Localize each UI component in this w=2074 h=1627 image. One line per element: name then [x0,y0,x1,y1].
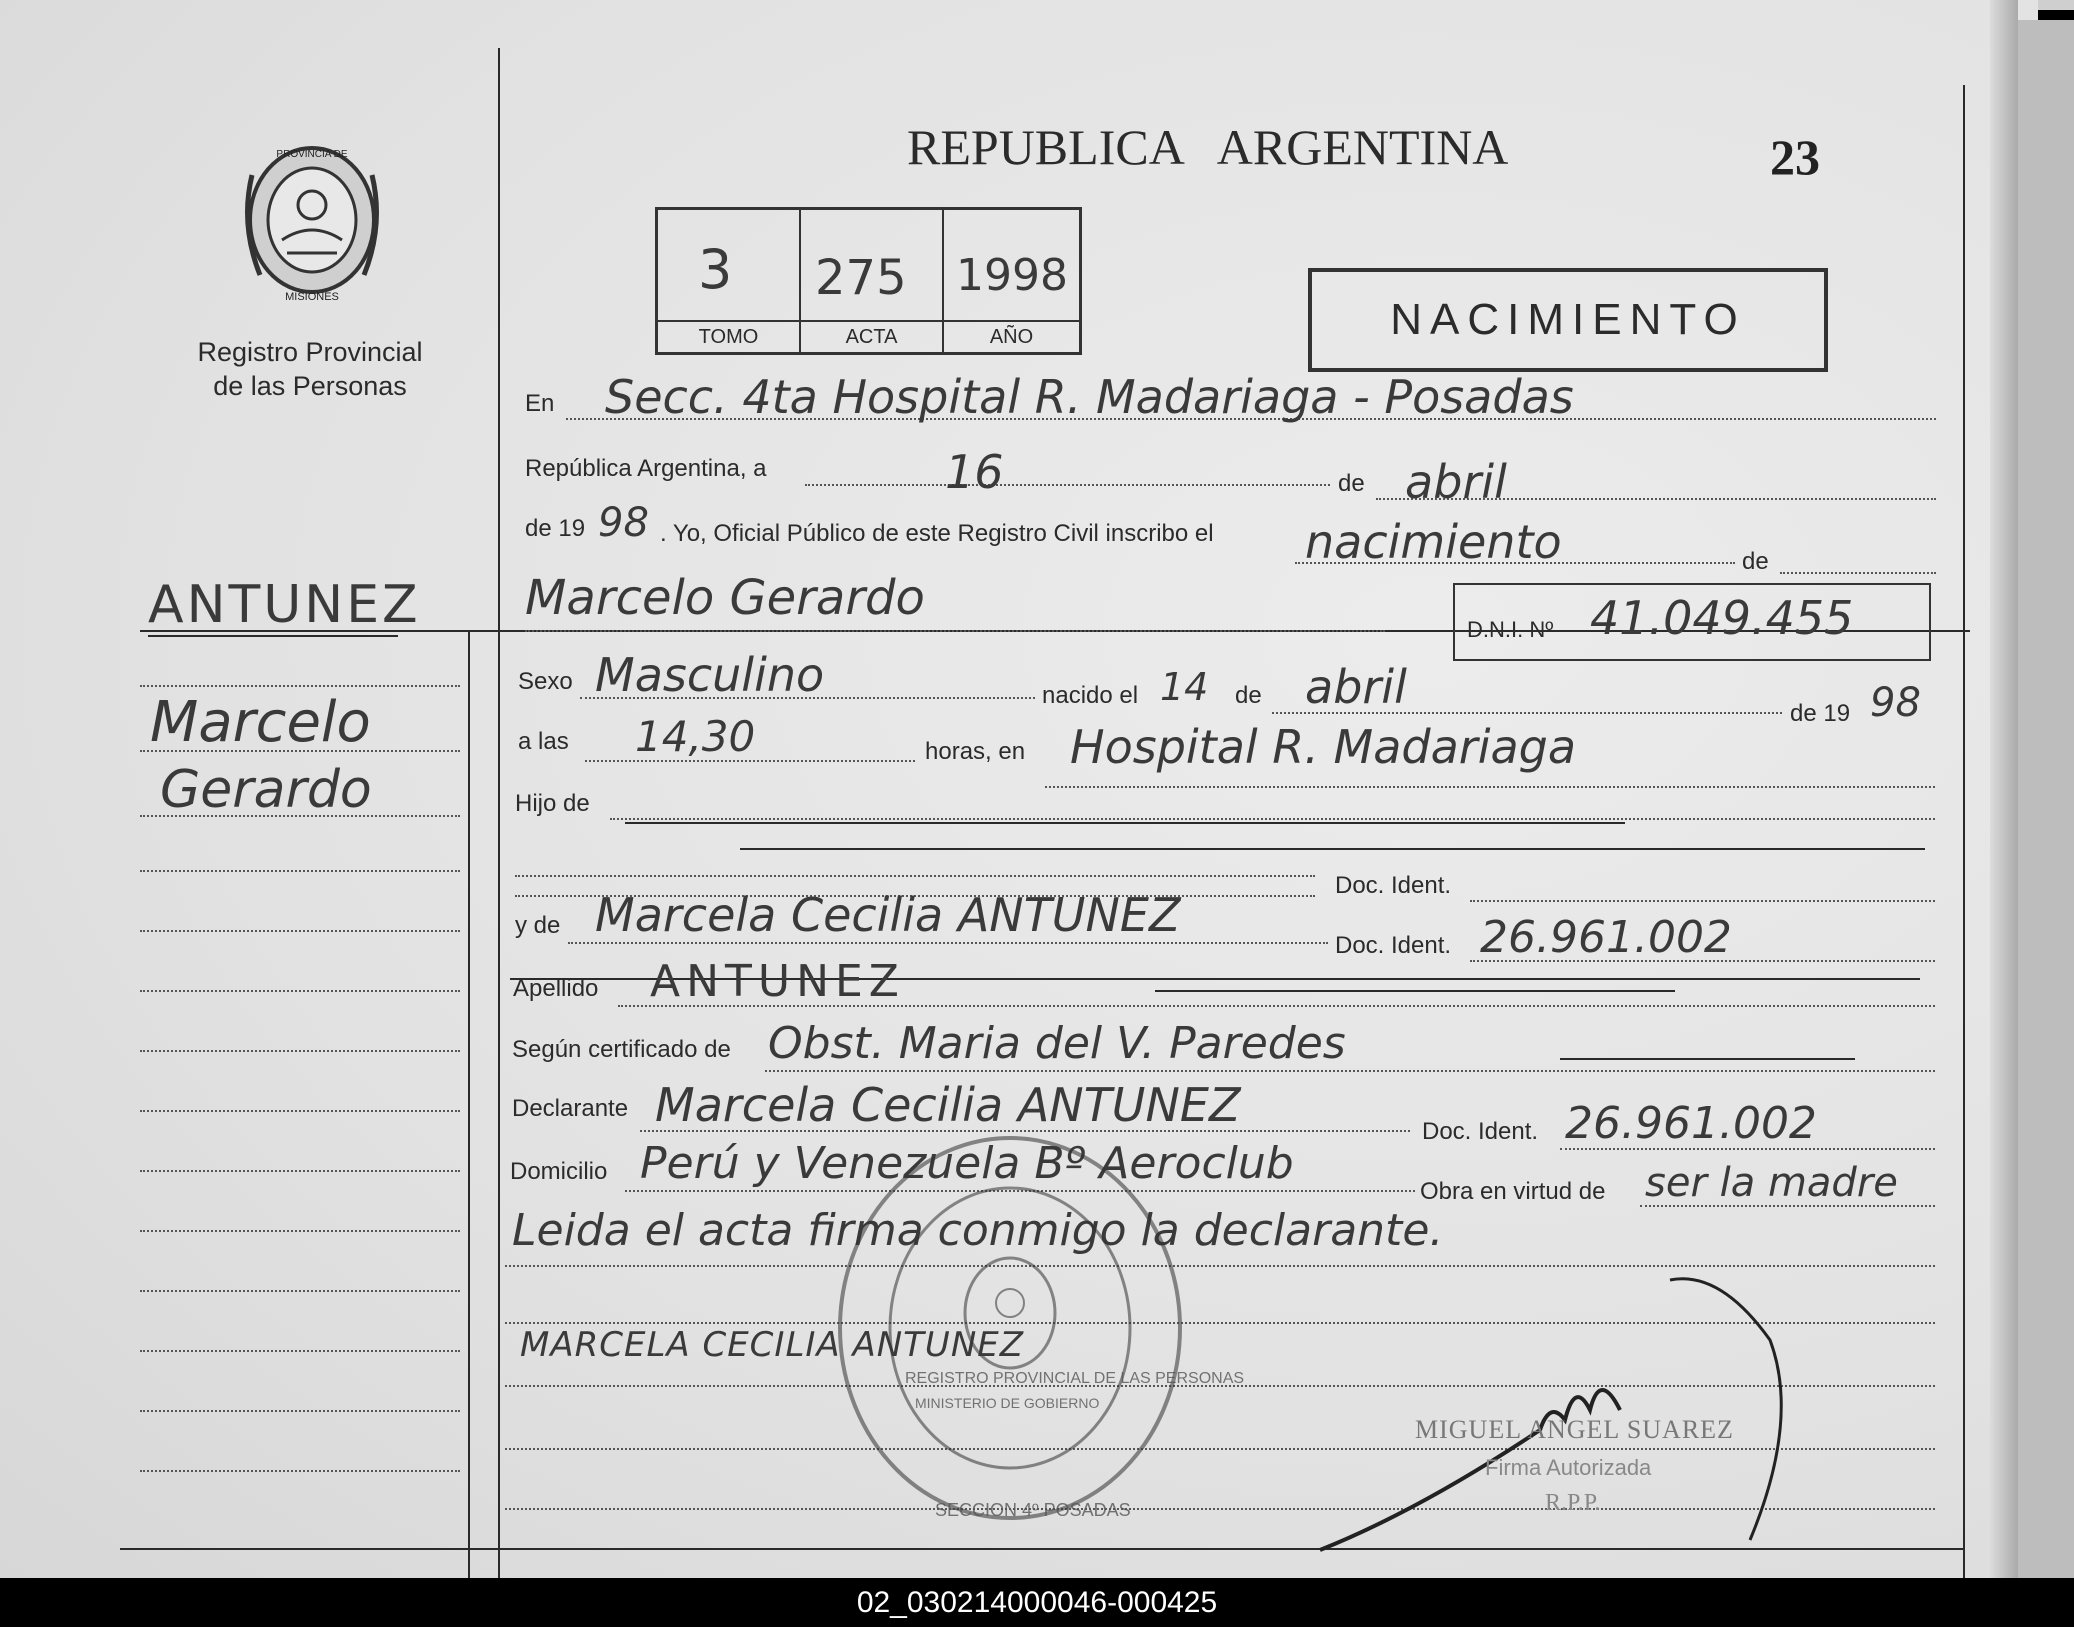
segun-strike [1560,1058,1855,1060]
official-statement: . Yo, Oficial Público de este Registro Civil inscribo el [660,520,1214,547]
margin-rule [140,1230,460,1232]
anio-label: AÑO [944,320,1079,352]
acta-cell [801,210,944,352]
margin-rule [140,870,460,872]
margin-rule [140,750,460,752]
tomo-label: TOMO [658,320,799,352]
place-rule [1045,786,1935,788]
sexo-value: Masculino [595,648,825,702]
margin-surname: ANTUNEZ [148,575,421,635]
margin-column-divider [468,630,470,1578]
margin-rule [140,930,460,932]
margin-given-name-2: Gerardo [160,760,372,820]
registry-title [150,335,470,403]
declarante-value: Marcela Cecilia ANTUNEZ [655,1078,1241,1132]
country-heading: REPUBLICA ARGENTINA [907,119,1509,175]
child-name-value: Marcelo Gerardo [525,570,925,626]
segun-rule [765,1070,1935,1072]
yde-label: y de [515,912,561,939]
republica-label: República Argentina, a [525,455,767,482]
margin-rule [140,990,460,992]
horas-label: horas, en [925,738,1026,765]
docident-label-1: Doc. Ident. [1335,872,1452,899]
declarante-label: Declarante [512,1095,629,1122]
en-value: Secc. 4ta Hospital R. Madariaga - Posadas [605,370,1574,424]
place-value: Hospital R. Madariaga [1070,720,1577,774]
event-rule-2 [1780,572,1936,574]
father-rule-2 [515,875,1315,877]
margin-rule [140,1170,460,1172]
svg-text:PROVINCIA DE: PROVINCIA DE [276,149,348,160]
official-sub: R.P.P. [1545,1490,1601,1516]
anio-value: 1998 [956,250,1068,301]
margin-rule [140,1290,460,1292]
alas-label: a las [518,728,569,755]
year-prefix: de 19 [525,515,586,542]
margin-given-name-1: Marcelo [150,690,371,755]
official-name: MIGUEL ANGEL SUAREZ [1415,1415,1734,1444]
acta-value: 275 [815,250,907,306]
domicilio-value: Perú y Venezuela Bº Aeroclub [640,1138,1294,1189]
father-doc-rule [1470,900,1935,902]
month-value: abril [1405,455,1507,509]
sexo-label: Sexo [518,668,573,695]
father-strike [625,822,1625,824]
year-value: 98 [598,500,649,546]
declarant-signature: MARCELA CECILIA ANTUNEZ [520,1325,1025,1365]
stamp-ring-text: REGISTRO PROVINCIAL DE LAS PERSONAS [905,1370,1245,1387]
surname-underline [148,635,398,637]
birth-year-value: 98 [1870,680,1921,726]
provincial-seal-icon [232,135,392,305]
obra-value: ser la madre [1645,1160,1898,1206]
page-edge [2018,20,2074,1580]
declarante-doc-value: 26.961.002 [1565,1098,1817,1149]
mother-rule [568,942,1328,944]
page-number: 23 [1770,129,1820,185]
date-rule [805,484,1330,486]
mother-doc-value: 26.961.002 [1480,912,1732,963]
dni-box [1453,583,1931,661]
margin-rule [140,1350,460,1352]
margin-rule [140,1110,460,1112]
margin-rule [140,1470,460,1472]
apellido-value: ANTUNEZ [650,956,905,1007]
name-rule [525,630,1385,632]
anio-cell [944,210,1079,352]
de19-label: de 19 [1790,700,1851,727]
hour-value: 14,30 [635,712,756,761]
column-divider [498,48,500,1578]
closing-statement: Leida el acta firma conmigo la declarante. [512,1205,1444,1256]
dni-label: D.N.I. Nº [1467,617,1554,642]
de-label: de [1338,470,1365,497]
event-value: nacimiento [1305,515,1562,569]
segun-value: Obst. Maria del V. Paredes [768,1018,1346,1069]
nacido-label: nacido el [1042,682,1139,709]
apellido-label: Apellido [513,975,599,1002]
obra-label: Obra en virtud de [1420,1178,1606,1205]
stamp-inner-text: MINISTERIO DE GOBIERNO [915,1395,1100,1411]
margin-rule [140,815,460,817]
day-value: 16 [945,445,1004,499]
tomo-cell [658,210,801,352]
acta-label: ACTA [801,320,942,352]
father-rule [610,818,1935,820]
segun-label: Según certificado de [512,1036,731,1063]
stamp-bottom-text: SECCION 4º POSADAS [935,1500,1131,1520]
domicilio-label: Domicilio [510,1158,608,1185]
official-title: Firma Autorizada [1485,1455,1652,1480]
father-strike-2 [740,848,1925,850]
registry-line-2: de las Personas [213,371,407,401]
margin-rule [140,685,460,687]
svg-text:MISIONES: MISIONES [285,291,339,303]
hijo-label: Hijo de [515,790,590,817]
de-label-2: de [1742,548,1769,575]
margin-rule [140,1050,460,1052]
document-type-box [1308,268,1828,372]
docident-label-3: Doc. Ident. [1422,1118,1539,1145]
en-label: En [525,390,555,417]
de-label-3: de [1235,682,1262,709]
record-number-box [655,207,1082,355]
registry-line-1: Registro Provincial [197,337,423,367]
scan-id-footer: 02_030214000046-000425 [0,1578,2074,1627]
docident-label-2: Doc. Ident. [1335,932,1452,959]
right-border [1963,85,1965,1578]
document-type-label: NACIMIENTO [1390,295,1746,344]
dni-value: 41.049.455 [1590,591,1854,645]
bottom-line [120,1548,470,1550]
margin-rule [140,1410,460,1412]
page-fold-shadow [1990,0,2018,1578]
birth-day-value: 14 [1160,665,1209,709]
mother-value: Marcela Cecilia ANTUNEZ [595,888,1181,942]
tomo-value: 3 [698,238,733,301]
birth-month-value: abril [1305,660,1407,714]
apellido-strike [1155,990,1675,992]
